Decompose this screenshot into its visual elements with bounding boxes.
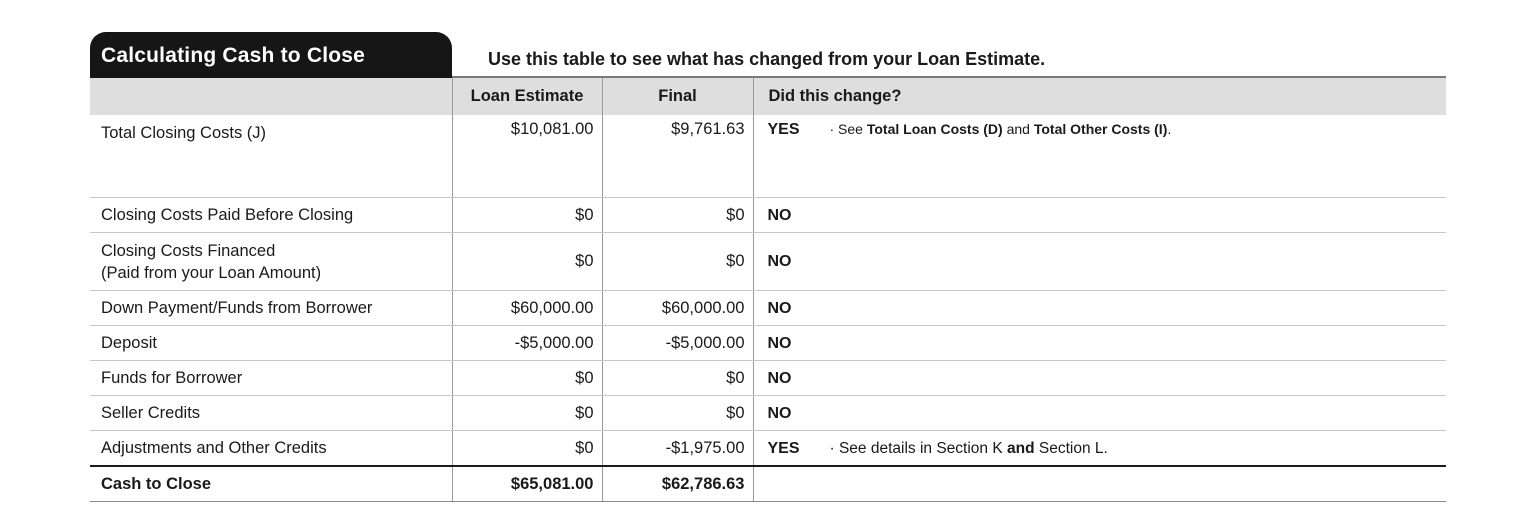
cash-to-close-section bbox=[90, 32, 1446, 502]
table-row-funds-for-borrower bbox=[90, 361, 1446, 396]
change-note bbox=[830, 121, 1172, 137]
total-label: Cash to Close bbox=[90, 466, 452, 502]
row-label bbox=[90, 233, 452, 291]
row-label-line2: (Paid from your Loan Amount) bbox=[101, 263, 322, 282]
change-answer: YES bbox=[767, 121, 800, 138]
final-value: $0 bbox=[602, 396, 753, 431]
loan-estimate-value: $10,081.00 bbox=[452, 115, 602, 198]
cash-to-close-table bbox=[90, 78, 1446, 502]
change-cell bbox=[753, 431, 1446, 467]
change-cell bbox=[753, 233, 1446, 291]
table-row-deposit bbox=[90, 326, 1446, 361]
note-ref-total-loan-costs: Total Loan Costs (D) bbox=[866, 121, 1003, 137]
final-value: $9,761.63 bbox=[602, 115, 753, 198]
note-text: · See bbox=[829, 121, 867, 137]
note-text: · See details in Section K bbox=[829, 439, 1007, 457]
note-text: Section L. bbox=[1034, 439, 1108, 457]
note-text: and bbox=[1002, 121, 1034, 137]
table-row-cash-to-close-total bbox=[90, 466, 1446, 502]
final-value: $60,000.00 bbox=[602, 291, 753, 326]
note-ref-total-other-costs: Total Other Costs (I) bbox=[1033, 121, 1168, 137]
table-row-down-payment bbox=[90, 291, 1446, 326]
final-value: $0 bbox=[602, 198, 753, 233]
change-answer: NO bbox=[767, 206, 792, 224]
section-header bbox=[90, 32, 1446, 78]
row-label: Deposit bbox=[90, 326, 452, 361]
row-label: Closing Costs Paid Before Closing bbox=[90, 198, 452, 233]
change-note bbox=[830, 440, 1108, 457]
column-header-final: Final bbox=[602, 78, 753, 115]
row-label: Seller Credits bbox=[90, 396, 452, 431]
note-text: . bbox=[1167, 121, 1172, 137]
change-cell bbox=[753, 291, 1446, 326]
final-value: $0 bbox=[602, 233, 753, 291]
total-change-cell bbox=[753, 466, 1446, 502]
column-header-did-this-change: Did this change? bbox=[753, 78, 1446, 115]
change-cell bbox=[753, 361, 1446, 396]
table-row-adjustments-and-other-credits bbox=[90, 431, 1446, 467]
row-label: Total Closing Costs (J) bbox=[90, 115, 452, 198]
table-row-seller-credits bbox=[90, 396, 1446, 431]
change-cell bbox=[753, 396, 1446, 431]
loan-estimate-value: $60,000.00 bbox=[452, 291, 602, 326]
row-label-line1: Closing Costs Financed bbox=[101, 241, 276, 260]
loan-estimate-value: $0 bbox=[452, 396, 602, 431]
final-value: -$5,000.00 bbox=[602, 326, 753, 361]
change-cell bbox=[753, 326, 1446, 361]
change-answer: NO bbox=[767, 334, 792, 352]
final-value: -$1,975.00 bbox=[602, 431, 753, 467]
change-answer: YES bbox=[767, 439, 800, 457]
change-answer: NO bbox=[767, 299, 792, 317]
change-cell bbox=[753, 198, 1446, 233]
final-value: $0 bbox=[602, 361, 753, 396]
column-header-label bbox=[90, 78, 452, 115]
loan-estimate-value: $0 bbox=[452, 361, 602, 396]
change-answer: NO bbox=[767, 369, 792, 387]
loan-estimate-value: -$5,000.00 bbox=[452, 326, 602, 361]
section-title-tab: Calculating Cash to Close bbox=[90, 32, 452, 78]
row-label: Funds for Borrower bbox=[90, 361, 452, 396]
table-header-row bbox=[90, 78, 1446, 115]
column-header-loan-estimate: Loan Estimate bbox=[452, 78, 602, 115]
loan-estimate-value: $0 bbox=[452, 233, 602, 291]
row-label: Adjustments and Other Credits bbox=[90, 431, 452, 467]
total-final-value: $62,786.63 bbox=[602, 466, 753, 502]
table-row-total-closing-costs bbox=[90, 115, 1446, 198]
row-label: Down Payment/Funds from Borrower bbox=[90, 291, 452, 326]
change-answer: NO bbox=[767, 253, 792, 270]
note-text: and bbox=[1007, 439, 1035, 457]
loan-estimate-value: $0 bbox=[452, 431, 602, 467]
change-cell bbox=[753, 115, 1446, 198]
section-subtitle: Use this table to see what has changed from your Loan Estimate. bbox=[452, 49, 1446, 78]
change-answer: NO bbox=[767, 404, 792, 422]
table-row-closing-costs-financed bbox=[90, 233, 1446, 291]
total-loan-estimate-value: $65,081.00 bbox=[452, 466, 602, 502]
loan-estimate-value: $0 bbox=[452, 198, 602, 233]
table-row-closing-costs-paid-before-closing bbox=[90, 198, 1446, 233]
